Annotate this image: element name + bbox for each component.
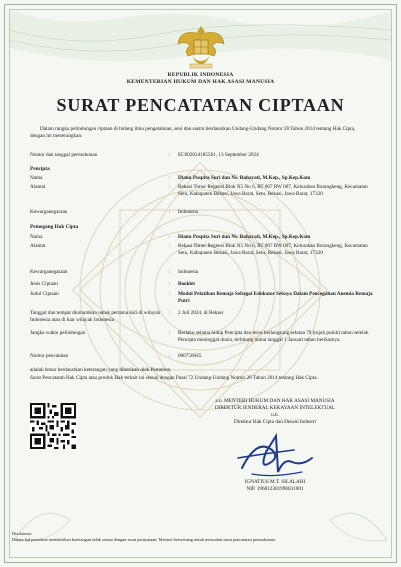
holder-heading: Pemegang Hak Cipta [30, 224, 79, 230]
colon: : [169, 269, 171, 275]
handwritten-signature [232, 428, 322, 480]
creator-address-value: Bekasi Timur Regensi Blok N5 No 6, RT 007 RW 007, Kelurahan Burangkeng, Kecamatan Setu, Kabupaten Bekasi, Jawa Barat, Setu, Bekasi, Jawa Barat, 17320 [178, 184, 368, 197]
colon: : [169, 209, 171, 215]
colon: : [169, 175, 171, 181]
creator-heading: Pencipta [30, 166, 50, 172]
signatory-name: IGNATIUS M.T. SILALAHI [244, 479, 306, 485]
signature-line-3: u.b. [271, 412, 279, 418]
intro-paragraph: Dalam rangka pelindungan ciptaan di bidang ilmu pengetahuan, seni dan sastra berdasarkan Undang-Undang Nomor 28 Tahun 2014 tentang Hak Cipta, dengan ini menerangkan: [30, 126, 356, 140]
publication-date-value: 2 Juli 2024, di Bekasi [178, 310, 224, 316]
holder-name-label: Nama [30, 234, 43, 240]
colon: : [169, 234, 171, 240]
creator-nationality-value: Indonesia [178, 209, 199, 215]
application-number-label: Nomor dan tanggal permohonan [30, 152, 98, 158]
signature-line-1: a.n. MENTERI HUKUM DAN HAK ASASI MANUSIA [215, 398, 335, 404]
publication-date-label: Tanggal dan tempat diumumkan untuk pertama kali di wilayah Indonesia atau di luar wilayah Indonesia [30, 310, 161, 323]
application-number-value: EC002024185561, 13 September 2024 [178, 152, 259, 158]
colon: : [169, 184, 171, 190]
creator-name-label: Nama [30, 175, 43, 181]
disclaimer-heading: Disclaimer: [12, 531, 33, 536]
holder-address-value: Bekasi Timur Regensi Blok N5 No 6, RT 007 RW 007, Kelurahan Burangkeng, Kecamatan Setu, Kabupaten Bekasi, Jawa Barat, Setu, Bekasi, Jawa Barat, 17320 [178, 243, 368, 256]
closing-line-1: adalah benar berdasarkan keterangan yang diberikan oleh Pemohon. [30, 367, 172, 373]
ministry-heading: KEMENTERIAN HUKUM DAN HAK ASASI MANUSIA [126, 79, 275, 85]
holder-nationality-label: Kewarganegaraan [30, 269, 68, 275]
qr-code [30, 403, 76, 449]
republic-heading: REPUBLIK INDONESIA [167, 72, 234, 78]
holder-address-label: Alamat [30, 243, 46, 249]
garuda-emblem-icon [176, 22, 226, 70]
closing-line-2: Surat Pencatatan Hak Cipta atau produk Hak terkait ini sesuai dengan Pasal 72 Undang-Undang Nomor 28 Tahun 2014 tentang Hak Cipta. [30, 375, 318, 381]
work-title-value: Modul Pelatihan Remaja Sebagai Edukator Sebaya Dalam Pencegahan Anemia Remaja Putri [178, 291, 373, 304]
creator-address-label: Alamat [30, 184, 46, 190]
protection-term-label: Jangka waktu pelindungan [30, 330, 86, 336]
colon: : [169, 353, 171, 359]
colon: : [169, 243, 171, 249]
signature-line-2: DIREKTUR JENDERAL KEKAYAAN INTELEKTUAL [214, 405, 336, 411]
record-number-value: 000758045 [178, 353, 202, 359]
colon: : [169, 330, 171, 336]
disclaimer-text: Dalam hal pemohon memberikan keterangan tidak sesuai dengan surat pernyataan, Menteri berwenang untuk mencabut surat pencatatan permohonan. [12, 537, 276, 542]
work-type-label: Jenis Ciptaan [30, 281, 58, 287]
colon: : [169, 152, 171, 158]
colon: : [169, 291, 171, 297]
colon: : [169, 281, 171, 287]
creator-nationality-label: Kewarganegaraan [30, 209, 68, 215]
signature-line-4: Direktur Hak Cipta dan Desain Industri [234, 419, 316, 425]
creator-name-value: Dianu Puspita Suri dan Ns. Rohayati, M.Kep., Sp.Kep.Kom [178, 175, 311, 181]
colon: : [169, 310, 171, 316]
holder-nationality-value: Indonesia [178, 269, 199, 275]
document-title: SURAT PENCATATAN CIPTAAN [56, 95, 345, 115]
protection-term-value: Berlaku selama hidup Pencipta dan terus berlangsung selama 70 (tujuh puluh) tahun setelah Pencipta meninggal dunia, terhitung mulai tanggal 1 Januari tahun berikutnya. [178, 330, 369, 343]
work-title-label: Judul Ciptaan [30, 291, 59, 297]
signatory-nip: NIP. 196812301996031001 [246, 486, 304, 492]
work-type-value: Booklet [178, 281, 196, 287]
record-number-label: Nomor pencatatan [30, 353, 69, 359]
holder-name-value: Dianu Puspita Suri dan Ns. Rohayati, M.Kep., Sp.Kep.Kom [178, 234, 311, 240]
